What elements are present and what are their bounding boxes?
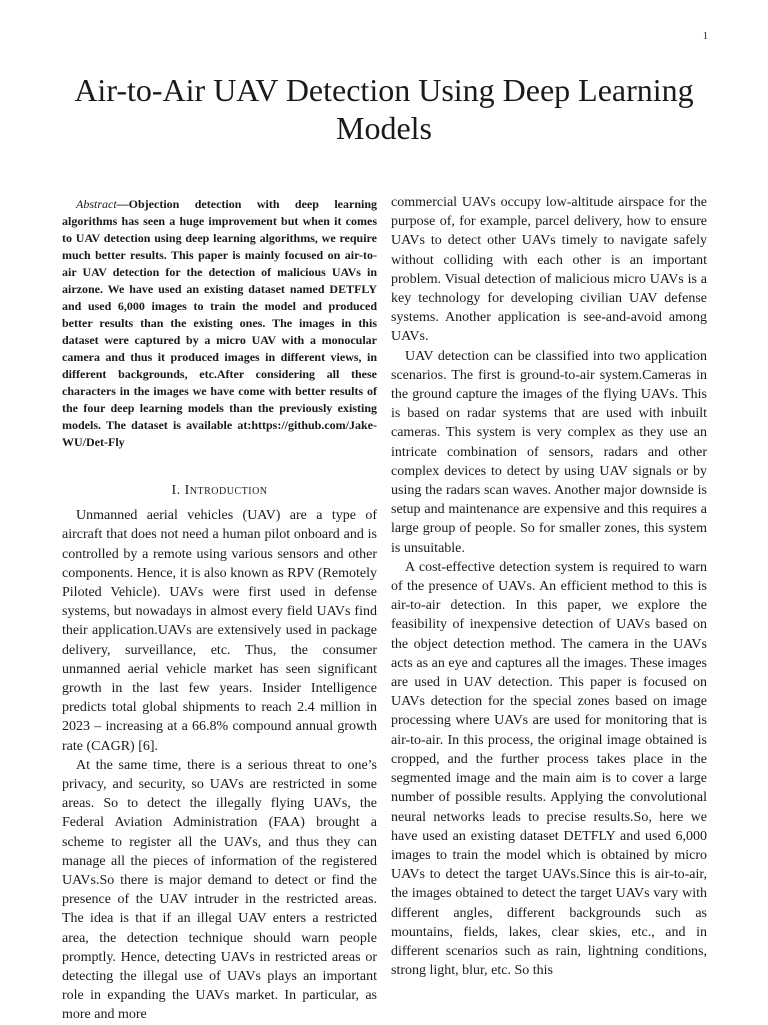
section-heading-introduction (62, 481, 377, 500)
intro-paragraph-4: A cost-effective detection system is required to warn of the presence of UAVs. An efficient method to this is air-to-air detection. In this paper, we explore the feasibility of inexpensive detection of UAVs based on the object detection method. The camera in the UAVs acts as an eye and captures all the images. These images are used in UAV detection. This paper is focused on UAVs detection for the special zones based on image processing where UAVs are used for monitoring that is air-to-air. In this process, the original image obtained is cropped, and the further process takes place in the segmented image and the main aim is to cover a large number of possible results. Applying the convolutional neural networks leads to precise results.So, here we have used an existing dataset DETFLY and used 6,000 images to train the model which is obtained by micro UAVs to detect the target UAVs.Since this is air-to-air, the images obtained to detect the target UAVs vary with different angles, different backgrounds such as mountains, fields, lakes, clear skies, etc., and in different scenarios such as rain, lightning conditions, strong light, blur, etc. So this (391, 559, 707, 979)
intro-paragraph-3: UAV detection can be classified into two application scenarios. The first is ground-to-air system.Cameras in the ground capture the images of the flying UAVs. This is based on radar systems that are used with inbuilt cameras. This system is very complex as they use an intricate combination of sensors, radars and other complex devices to detect by using UAV signals or by using the radars scan waves. Another major downside is setup and maintenance are expensive and this requires a large group of people. So for smaller zones, this system is unsuitable. (391, 348, 707, 556)
abstract-label: Abstract (76, 197, 117, 211)
page-number: 1 (703, 31, 708, 42)
abstract-text: Objection detection with deep learning algorithms has seen a huge improvement but when it comes to UAV detection using deep learning algorithms, we require much better results. This paper is mainly focused on air-to-air UAV detection for the detection of malicious UAVs in airzone. We have used an existing dataset named DETFLY and used 6,000 images to train the model and produced better results than the existing ones. The images in this dataset were captured by a micro UAV with a monocular camera and thus it produced images in different views, in different backgrounds, etc.After considering all these characters in the images we have come with better results of the four deep learning models than the previously existing models. The dataset is available at:https://github.com/Jake-WU/Det-Fly (62, 197, 377, 449)
right-column (391, 193, 707, 980)
abstract-dash: — (116, 197, 129, 211)
intro-paragraph-2-continued: commercial UAVs occupy low-altitude airspace for the purpose of, for example, parcel delivery, how to ensure UAVs to detect other UAVs timely to navigate safely without colliding with each other is an important problem. Visual detection of malicious micro UAVs is a key technology for developing civilian UAV defense systems. Another application is see-and-avoid among UAVs. (391, 195, 707, 345)
intro-paragraph-1: Unmanned aerial vehicles (UAV) are a type of aircraft that does not need a human pilot onboard and is controlled by a remote using various sensors and other components. Hence, it is also known as RPV (Remotely Piloted Vehicle). UAVs were first used in defense systems, but nowadays in almost every field UAVs find their application.UAVs are extensively used in package delivery, surveillance, etc. Thus, the consumer unmanned aerial vehicle market has seen significant growth in the last few years. Insider Intelligence predicts total global shipments to reach 2.4 million in 2023 – increasing at a 66.8% compound annual growth rate (CAGR) [6]. (62, 508, 377, 754)
paper-title: Air-to-Air UAV Detection Using Deep Learning Models (74, 72, 694, 146)
abstract (62, 196, 377, 451)
left-column (62, 196, 377, 1025)
intro-paragraph-2: At the same time, there is a serious threat to one’s privacy, and security, so UAVs are restricted in some areas. So to detect the illegally flying UAVs, the Federal Aviation Administration (FAA) brought a scheme to register all the UAVs, and thus they can manage all the pieces of information of the registered UAVs.So there is major demand to detect or find the presence of the UAV intruder in the restricted areas. The idea is that if an illegal UAV enters a restricted area, the detection technique should warn people promptly. Hence, detecting UAVs in restricted areas or detecting the illegal use of UAVs plays an important role in expanding the UAVs market. In particular, as more and more (62, 757, 377, 1023)
section-heading-text: I. Introduction (171, 483, 268, 498)
